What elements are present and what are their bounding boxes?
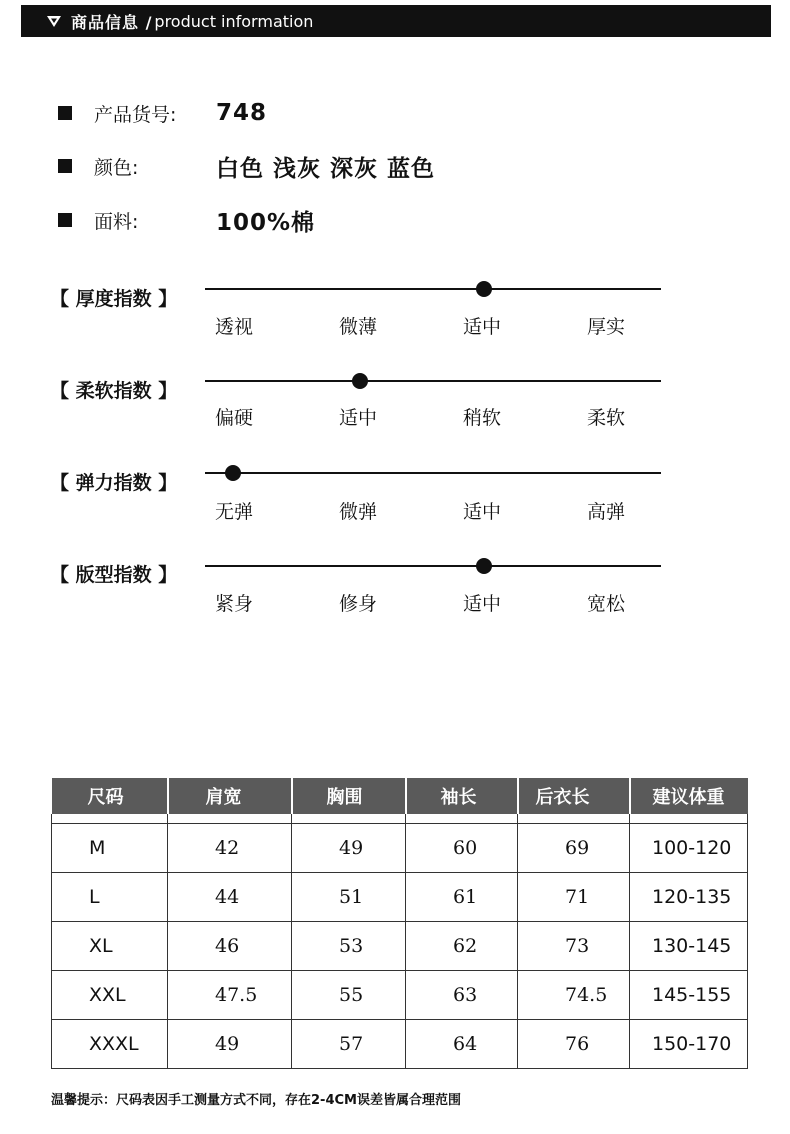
index-level: 适中 (339, 407, 378, 429)
index-level: 微薄 (339, 316, 378, 338)
info-row-fabric (58, 205, 316, 236)
index-scale-line (205, 380, 661, 382)
info-value: 100%棉 (216, 209, 316, 236)
table-cell: XXXL (52, 1020, 168, 1069)
table-cell: 44 (168, 873, 292, 922)
index-scale-line (205, 472, 661, 474)
table-cell: 64 (406, 1020, 518, 1069)
index-level: 透视 (215, 316, 254, 338)
table-cell: 73 (518, 922, 630, 971)
table-cell: 150-170 (630, 1020, 748, 1069)
index-marker (476, 558, 492, 574)
index-level: 适中 (463, 316, 502, 338)
table-cell: 130-145 (630, 922, 748, 971)
column-header: 肩宽 (168, 778, 292, 814)
info-label: 产品货号: (94, 103, 177, 126)
index-title: 【 厚度指数 】 (50, 288, 178, 310)
table-cell: 47.5 (168, 971, 292, 1020)
index-level: 紧身 (215, 593, 254, 615)
index-marker (352, 373, 368, 389)
chevron-down-heart-icon (46, 13, 62, 29)
column-header: 尺码 (52, 778, 168, 814)
table-cell: 42 (168, 824, 292, 873)
table-cell: XXL (52, 971, 168, 1020)
measurement-note: 温馨提示：尺码表因手工测量方式不同，存在2-4CM误差皆属合理范围 (51, 1093, 461, 1108)
index-level: 适中 (463, 593, 502, 615)
table-cell: M (52, 824, 168, 873)
table-cell: 49 (168, 1020, 292, 1069)
section-subtitle: product information (154, 11, 314, 31)
info-value: 748 (216, 100, 268, 126)
index-level: 偏硬 (215, 407, 254, 429)
table-row (52, 1020, 748, 1069)
table-cell: 57 (292, 1020, 406, 1069)
table-cell: 49 (292, 824, 406, 873)
table-cell: 71 (518, 873, 630, 922)
info-row-color (58, 151, 436, 182)
table-cell: 76 (518, 1020, 630, 1069)
table-row (52, 922, 748, 971)
section-title: 商品信息 / (71, 12, 153, 32)
table-cell: 145-155 (630, 971, 748, 1020)
index-level: 稍软 (463, 407, 502, 429)
index-title: 【 弹力指数 】 (50, 472, 178, 494)
bullet-square (58, 106, 72, 120)
index-level: 无弹 (215, 501, 254, 523)
table-cell: 62 (406, 922, 518, 971)
table-row (52, 824, 748, 873)
index-level: 柔软 (587, 407, 626, 429)
table-cell: 63 (406, 971, 518, 1020)
index-marker (476, 281, 492, 297)
section-header (21, 5, 771, 37)
table-cell: 120-135 (630, 873, 748, 922)
bullet-square (58, 159, 72, 173)
table-row (52, 873, 748, 922)
index-level: 厚实 (587, 316, 626, 338)
index-level: 宽松 (587, 593, 626, 615)
info-label: 面料: (94, 210, 139, 233)
info-label: 颜色: (94, 156, 139, 179)
index-level: 高弹 (587, 501, 626, 523)
index-marker (225, 465, 241, 481)
table-row (52, 971, 748, 1020)
column-header: 胸围 (292, 778, 406, 814)
column-header: 建议体重 (630, 778, 748, 814)
index-title: 【 柔软指数 】 (50, 380, 178, 402)
table-cell: 55 (292, 971, 406, 1020)
bullet-square (58, 213, 72, 227)
table-cell: 100-120 (630, 824, 748, 873)
index-level: 修身 (339, 593, 378, 615)
table-spacer-row (52, 814, 748, 824)
table-cell: 46 (168, 922, 292, 971)
table-cell: 69 (518, 824, 630, 873)
info-row-item-number (58, 98, 268, 128)
table-cell: 74.5 (518, 971, 630, 1020)
index-scale-line (205, 565, 661, 567)
info-value: 白色 浅灰 深灰 蓝色 (216, 155, 436, 182)
size-table (51, 778, 748, 1069)
column-header: 后衣长 (518, 778, 630, 814)
column-header: 袖长 (406, 778, 518, 814)
index-level: 适中 (463, 501, 502, 523)
table-cell: L (52, 873, 168, 922)
table-cell: XL (52, 922, 168, 971)
table-cell: 53 (292, 922, 406, 971)
table-cell: 60 (406, 824, 518, 873)
table-header-row (52, 778, 748, 814)
index-title: 【 版型指数 】 (50, 564, 178, 586)
index-scale-line (205, 288, 661, 290)
index-level: 微弹 (339, 501, 378, 523)
table-cell: 51 (292, 873, 406, 922)
table-cell: 61 (406, 873, 518, 922)
